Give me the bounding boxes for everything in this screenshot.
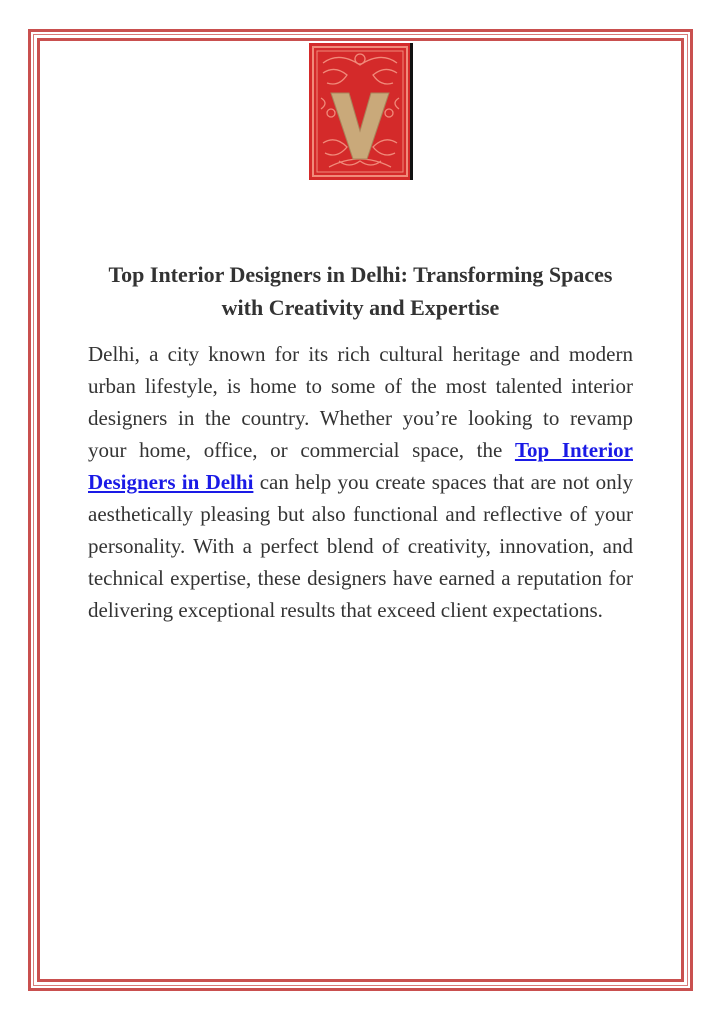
ornate-v-logo-icon [309,43,413,180]
top-interior-designers-link[interactable]: Top Interior Designers in Delhi [88,438,633,494]
page-title: Top Interior Designers in Delhi: Transforming Spaces with Creativity and Expertise [108,262,613,320]
paragraph-text-before-link: Delhi, a city known for its rich cultural heritage and modern urban lifestyle, is home to some of the most talented interior designers in the country. Whether you’re looking to revamp your home, office, or commercial space, the [88,342,633,462]
article-paragraph [88,338,633,626]
paragraph-text-after-link: can help you create spaces that are not only aesthetically pleasing but also functional and reflective of your personality. With a perfect blend of creativity, innovation, and technical expertise, these designers have earned a reputation for delivering exceptional results that exceed client expectations. [88,470,633,622]
